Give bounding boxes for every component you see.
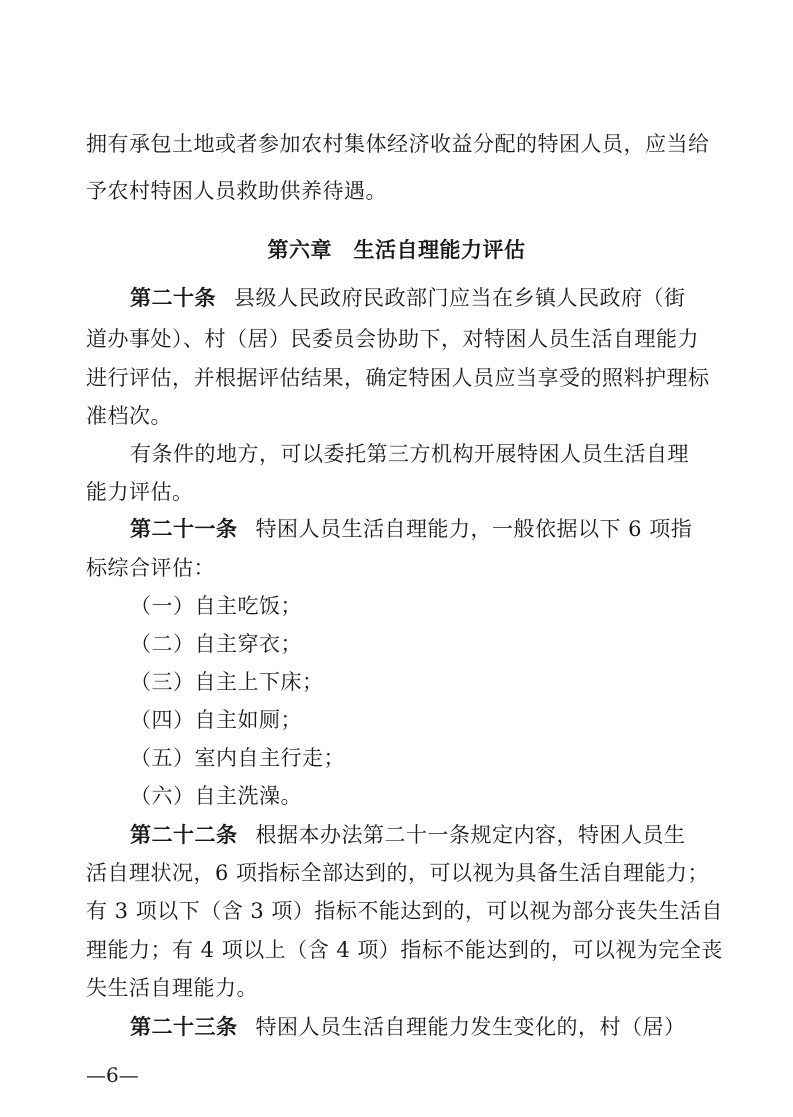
article-20-label: 第二十条 [130,286,216,310]
text-line: 理能力；有 4 项以上（含 4 项）指标不能达到的，可以视为完全丧 [86,938,723,962]
article-23-label: 第二十三条 [130,1015,238,1039]
article-20-line [130,284,686,312]
list-item: （二）自主穿衣； [130,632,302,656]
text-line: 道办事处）、村（居）民委员会协助下，对特困人员生活自理能力 [86,327,699,351]
article-21-label: 第二十一条 [130,517,238,541]
text-line: 能力评估。 [86,480,194,504]
list-item: （四）自主如厕； [130,708,302,732]
list-item: （三）自主上下床； [130,670,324,694]
text-line: 标综合评估： [86,556,215,580]
text-line: 拥有承包土地或者参加农村集体经济收益分配的特困人员，应当给 [86,132,710,156]
article-22-line [130,821,686,849]
text-line: 有条件的地方，可以委托第三方机构开展特困人员生活自理 [130,442,689,466]
article-22-text: 根据本办法第二十一条规定内容，特困人员生 [255,823,686,847]
page-number: —6— [86,1063,139,1087]
article-21-text: 特困人员生活自理能力，一般依据以下 6 项指 [255,517,693,541]
text-line: 准档次。 [86,404,172,428]
chapter-heading: 第六章 生活自理能力评估 [267,238,526,262]
article-20-text: 县级人民政府民政部门应当在乡镇人民政府（街 [234,286,686,310]
article-23-text: 特困人员生活自理能力发生变化的，村（居） [255,1015,686,1039]
list-item: （一）自主吃饭； [130,594,302,618]
article-23-line [130,1013,686,1041]
list-item: （六）自主洗澡。 [130,784,302,808]
text-line: 活自理状况，6 项指标全部达到的，可以视为具备生活自理能力； [86,861,710,885]
text-line: 失生活自理能力。 [86,976,258,1000]
list-item: （五）室内自主行走； [130,746,345,770]
text-line: 进行评估，并根据评估结果，确定特困人员应当享受的照料护理标 [86,366,710,390]
text-line: 予农村特困人员救助供养待遇。 [86,179,387,203]
article-22-label: 第二十二条 [130,823,238,847]
text-line: 有 3 项以下（含 3 项）指标不能达到的，可以视为部分丧失生活自 [86,899,723,923]
article-21-line [130,515,692,543]
